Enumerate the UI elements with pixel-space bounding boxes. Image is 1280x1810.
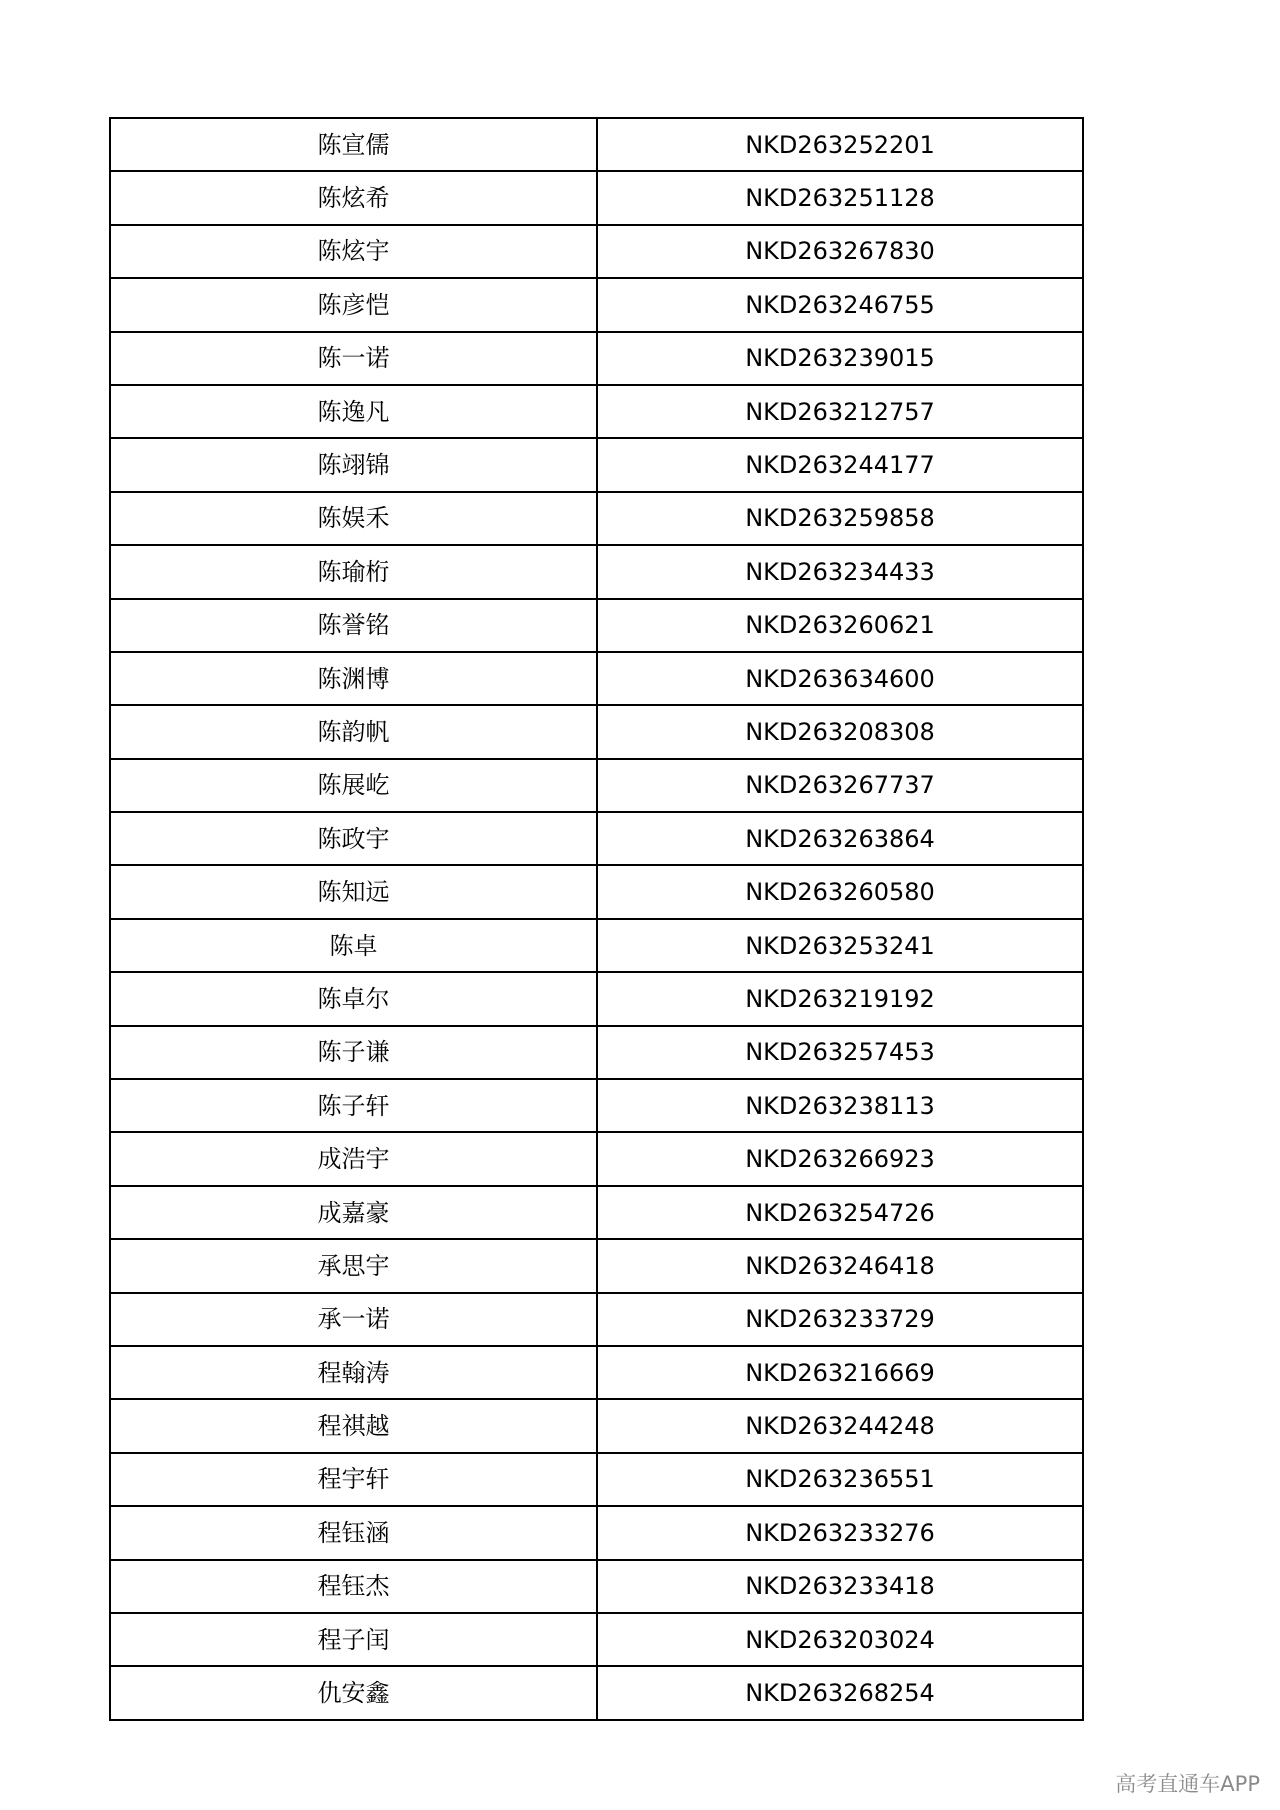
student-name-cell: 成嘉豪	[110, 1186, 597, 1239]
table-row	[110, 225, 1083, 278]
table-row	[110, 865, 1083, 918]
registration-id-cell: NKD263236551	[597, 1453, 1083, 1506]
table-row	[110, 171, 1083, 224]
table-row	[110, 545, 1083, 598]
registration-id-cell: NKD263233729	[597, 1293, 1083, 1346]
table-row	[110, 1026, 1083, 1079]
registration-id-cell: NKD263267737	[597, 759, 1083, 812]
student-name-cell: 承思宇	[110, 1239, 597, 1292]
registration-id-cell: NKD263251128	[597, 171, 1083, 224]
student-name-cell: 成浩宇	[110, 1132, 597, 1185]
student-name-cell: 程钰涵	[110, 1506, 597, 1559]
student-name-cell: 程宇轩	[110, 1453, 597, 1506]
student-name-cell: 陈炫宇	[110, 225, 597, 278]
table-row	[110, 972, 1083, 1025]
student-name-cell: 仇安鑫	[110, 1666, 597, 1719]
table-row	[110, 438, 1083, 491]
table-row	[110, 1453, 1083, 1506]
roster-table	[109, 117, 1084, 1721]
table-row	[110, 1239, 1083, 1292]
table-row	[110, 652, 1083, 705]
student-name-cell: 陈卓	[110, 919, 597, 972]
table-row	[110, 385, 1083, 438]
registration-id-cell: NKD263233418	[597, 1560, 1083, 1613]
student-name-cell: 程钰杰	[110, 1560, 597, 1613]
registration-id-cell: NKD263259858	[597, 492, 1083, 545]
table-row	[110, 919, 1083, 972]
registration-id-cell: NKD263219192	[597, 972, 1083, 1025]
student-name-cell: 陈翊锦	[110, 438, 597, 491]
registration-id-cell: NKD263203024	[597, 1613, 1083, 1666]
student-name-cell: 陈誉铭	[110, 599, 597, 652]
registration-id-cell: NKD263253241	[597, 919, 1083, 972]
student-name-cell: 陈韵帆	[110, 705, 597, 758]
table-row	[110, 1666, 1083, 1719]
table-row	[110, 1399, 1083, 1452]
student-name-cell: 程祺越	[110, 1399, 597, 1452]
registration-id-cell: NKD263254726	[597, 1186, 1083, 1239]
table-row	[110, 1506, 1083, 1559]
student-name-cell: 程翰涛	[110, 1346, 597, 1399]
registration-id-cell: NKD263263864	[597, 812, 1083, 865]
student-name-cell: 陈彦恺	[110, 278, 597, 331]
registration-id-cell: NKD263260621	[597, 599, 1083, 652]
student-name-cell: 陈瑜桁	[110, 545, 597, 598]
registration-id-cell: NKD263244248	[597, 1399, 1083, 1452]
student-name-cell: 程子闰	[110, 1613, 597, 1666]
registration-id-cell: NKD263216669	[597, 1346, 1083, 1399]
watermark: 高考直通车APP	[1115, 1772, 1260, 1796]
registration-id-cell: NKD263257453	[597, 1026, 1083, 1079]
student-name-cell: 陈子谦	[110, 1026, 597, 1079]
table-row	[110, 118, 1083, 171]
registration-id-cell: NKD263634600	[597, 652, 1083, 705]
table-row	[110, 1079, 1083, 1132]
roster-table-body	[110, 118, 1083, 1720]
student-name-cell: 陈宣儒	[110, 118, 597, 171]
table-row	[110, 1132, 1083, 1185]
student-name-cell: 陈一诺	[110, 332, 597, 385]
table-row	[110, 1293, 1083, 1346]
table-row	[110, 492, 1083, 545]
table-row	[110, 1346, 1083, 1399]
registration-id-cell: NKD263252201	[597, 118, 1083, 171]
table-row	[110, 1613, 1083, 1666]
table-row	[110, 1560, 1083, 1613]
table-row	[110, 759, 1083, 812]
student-name-cell: 陈炫希	[110, 171, 597, 224]
registration-id-cell: NKD263266923	[597, 1132, 1083, 1185]
student-name-cell: 陈知远	[110, 865, 597, 918]
registration-id-cell: NKD263238113	[597, 1079, 1083, 1132]
table-row	[110, 705, 1083, 758]
student-name-cell: 陈渊博	[110, 652, 597, 705]
registration-id-cell: NKD263268254	[597, 1666, 1083, 1719]
student-name-cell: 陈子轩	[110, 1079, 597, 1132]
table-row	[110, 278, 1083, 331]
registration-id-cell: NKD263244177	[597, 438, 1083, 491]
registration-id-cell: NKD263246418	[597, 1239, 1083, 1292]
registration-id-cell: NKD263239015	[597, 332, 1083, 385]
student-name-cell: 陈娱禾	[110, 492, 597, 545]
registration-id-cell: NKD263233276	[597, 1506, 1083, 1559]
registration-id-cell: NKD263212757	[597, 385, 1083, 438]
table-row	[110, 599, 1083, 652]
student-name-cell: 陈逸凡	[110, 385, 597, 438]
registration-id-cell: NKD263234433	[597, 545, 1083, 598]
registration-id-cell: NKD263267830	[597, 225, 1083, 278]
registration-id-cell: NKD263260580	[597, 865, 1083, 918]
table-row	[110, 812, 1083, 865]
student-name-cell: 承一诺	[110, 1293, 597, 1346]
table-row	[110, 332, 1083, 385]
student-name-cell: 陈政宇	[110, 812, 597, 865]
student-name-cell: 陈卓尔	[110, 972, 597, 1025]
registration-id-cell: NKD263246755	[597, 278, 1083, 331]
student-name-cell: 陈展屹	[110, 759, 597, 812]
registration-id-cell: NKD263208308	[597, 705, 1083, 758]
table-row	[110, 1186, 1083, 1239]
